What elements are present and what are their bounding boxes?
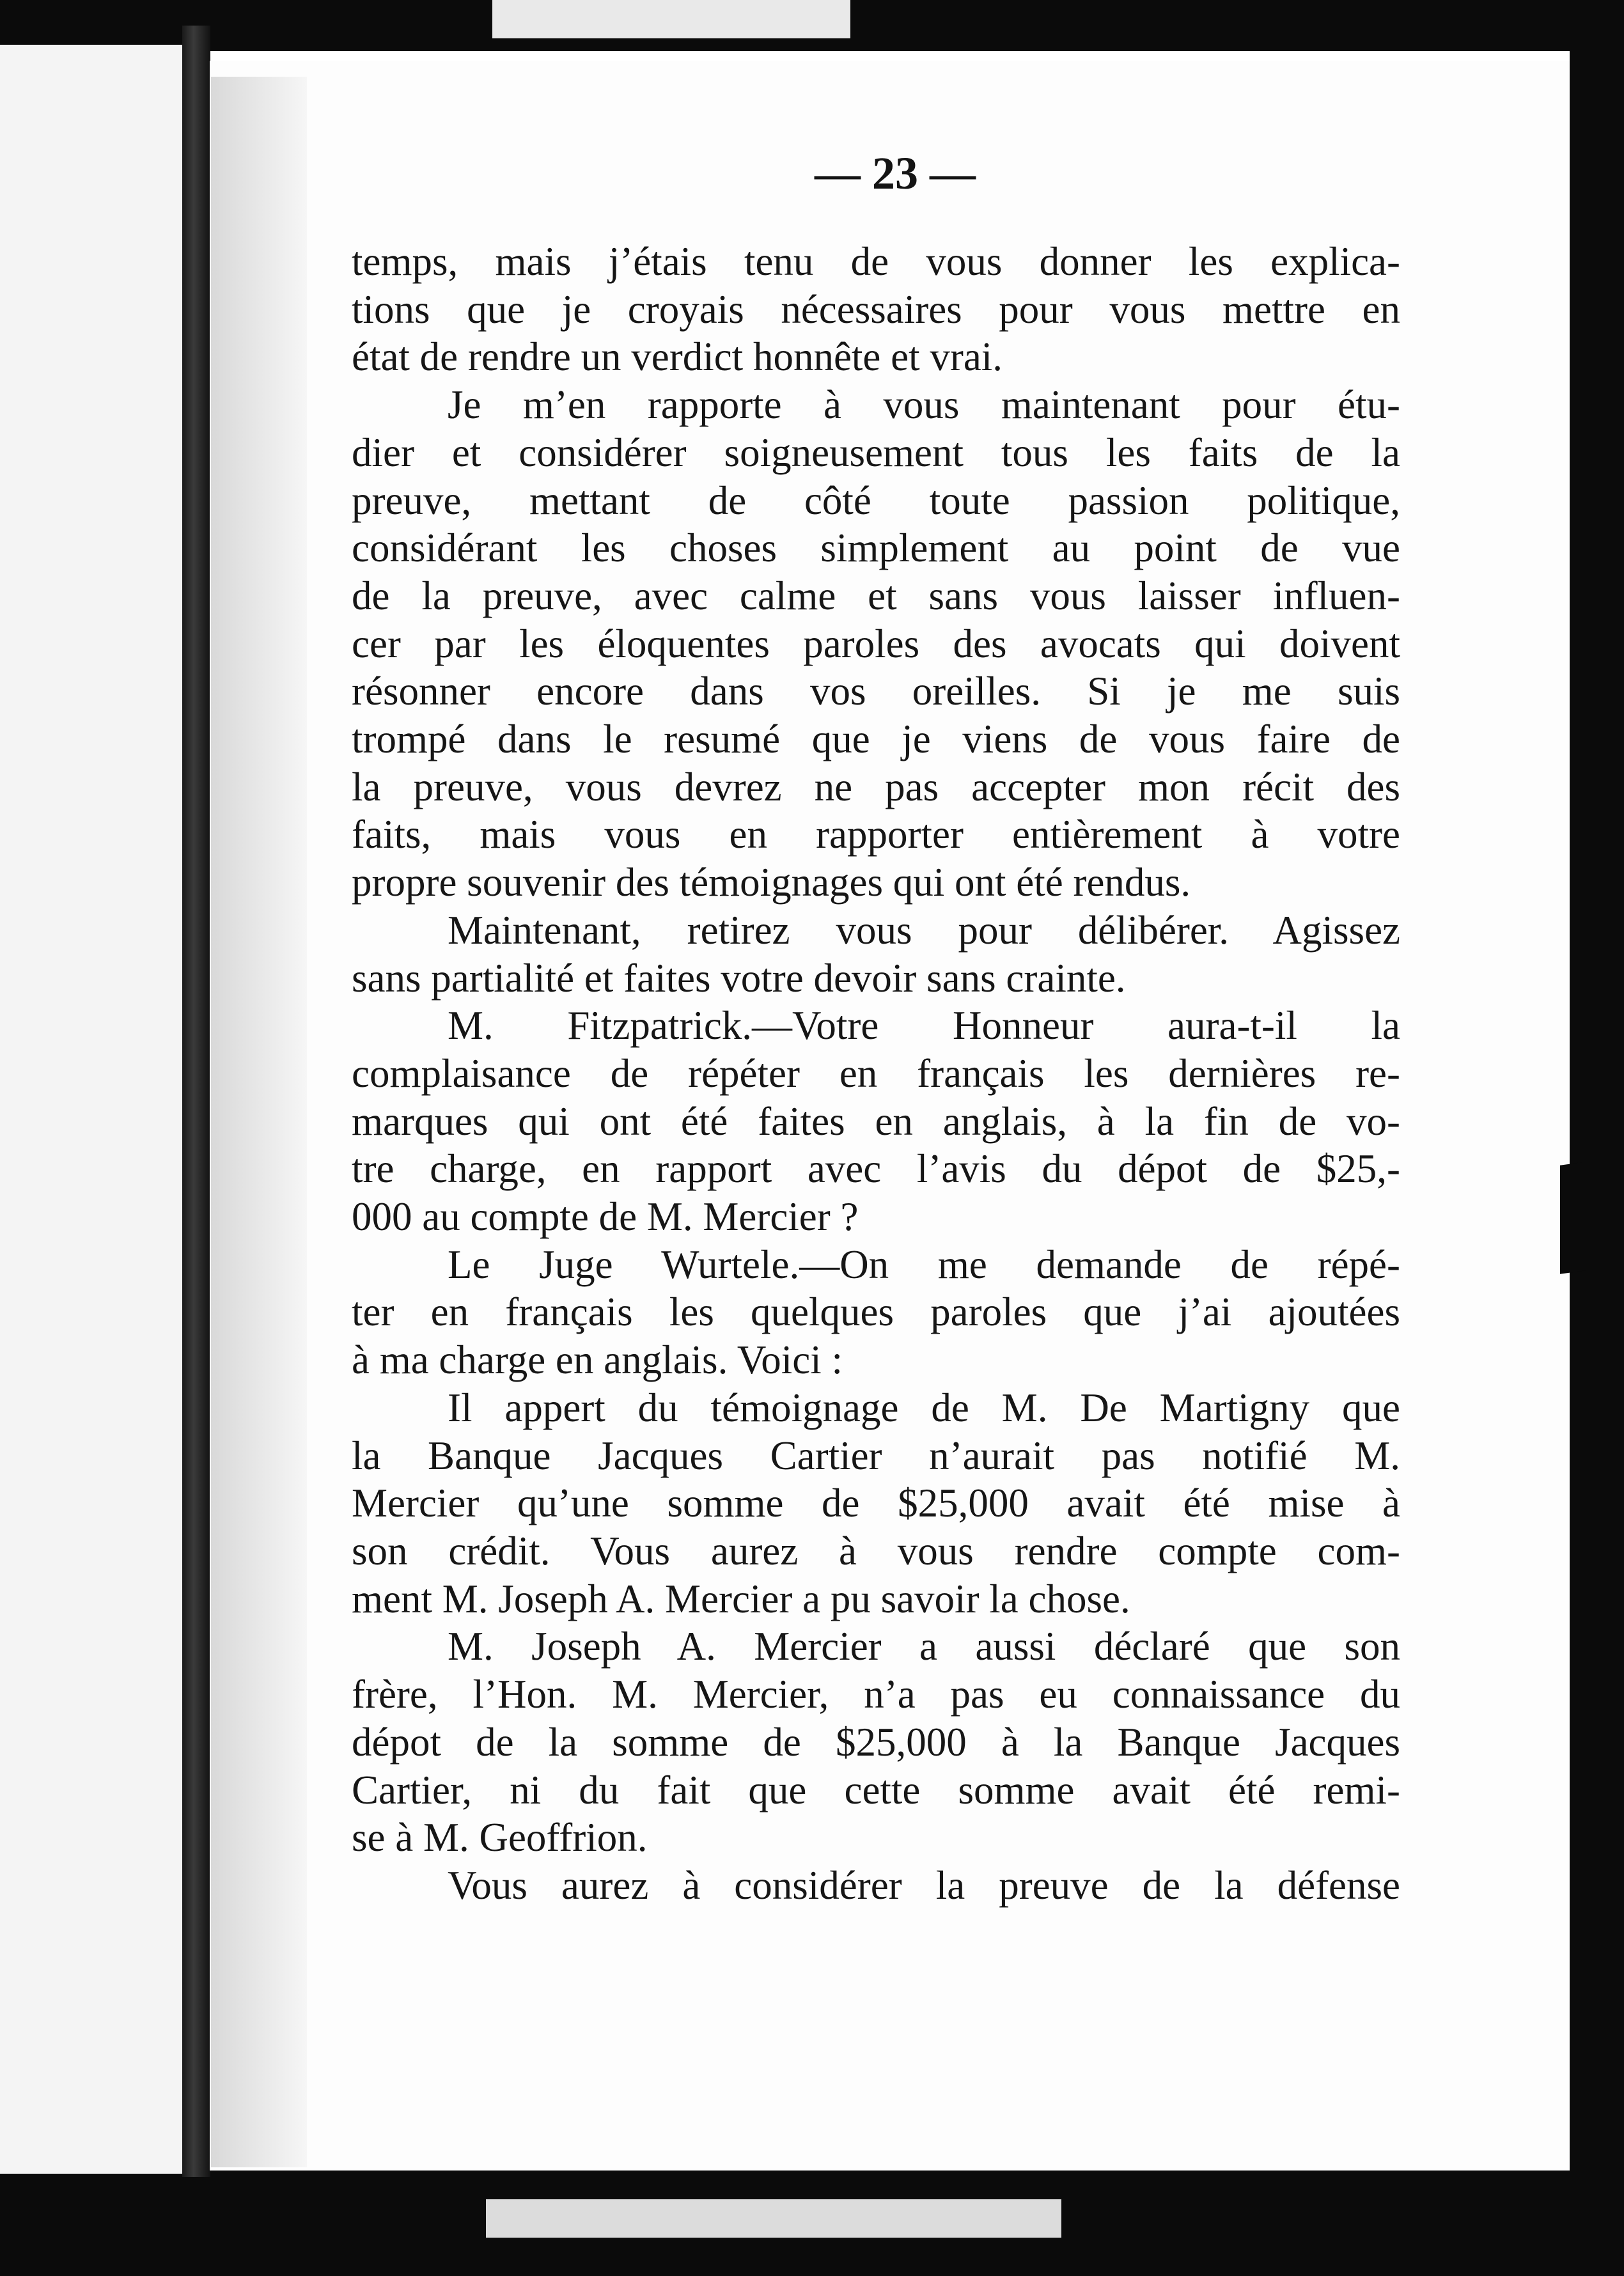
scan-strip-top bbox=[492, 0, 850, 38]
text-line: dépot de la somme de $25,000 à la Banque Jacques bbox=[352, 1719, 1400, 1765]
text-line: la Banque Jacques Cartier n’aurait pas notifié M. bbox=[352, 1433, 1400, 1478]
text-line: Cartier, ni du fait que cette somme avait été remi- bbox=[352, 1767, 1400, 1812]
text-line: de la preuve, avec calme et sans vous laisser influen- bbox=[352, 573, 1400, 618]
text-line: temps, mais j’étais tenu de vous donner les explica- bbox=[352, 239, 1400, 284]
text-line: état de rendre un verdict honnête et vrai. bbox=[352, 334, 1003, 380]
scan-strip-bottom bbox=[486, 2199, 1061, 2238]
text-line: sans partialité et faites votre devoir sans crainte. bbox=[352, 955, 1126, 1001]
text-line: ment M. Joseph A. Mercier a pu savoir la chose. bbox=[352, 1576, 1130, 1621]
page-number: — 23 — bbox=[815, 148, 976, 199]
book-spine bbox=[182, 26, 210, 2177]
text-line: faits, mais vous en rapporter entièrement à votre bbox=[352, 812, 1400, 857]
text-line: cer par les éloquentes paroles des avocats qui doivent bbox=[352, 621, 1400, 666]
text-line: M. Fitzpatrick.—Votre Honneur aura-t-il la bbox=[448, 1003, 1400, 1048]
text-line: Le Juge Wurtele.—On me demande de répé- bbox=[448, 1242, 1400, 1287]
text-line: considérant les choses simplement au point de vue bbox=[352, 526, 1400, 571]
text-line: trompé dans le resumé que je viens de vous faire de bbox=[352, 717, 1400, 762]
text-line: complaisance de répéter en français les dernières re- bbox=[352, 1050, 1400, 1096]
text-line: M. Joseph A. Mercier a aussi déclaré que son bbox=[448, 1624, 1400, 1669]
text-line: Maintenant, retirez vous pour délibérer. Agissez bbox=[448, 907, 1400, 953]
facing-page-edge bbox=[0, 45, 184, 2174]
text-line: 000 au compte de M. Mercier ? bbox=[352, 1194, 859, 1240]
text-line: Vous aurez à considérer la preuve de la défense bbox=[448, 1862, 1400, 1908]
text-line: propre souvenir des témoignages qui ont été rendus. bbox=[352, 860, 1191, 905]
page-tab-mark bbox=[1560, 1162, 1586, 1274]
text-line: preuve, mettant de côté toute passion politique, bbox=[352, 478, 1400, 523]
text-line: marques qui ont été faites en anglais, à la fin de vo- bbox=[352, 1098, 1400, 1144]
text-line: dier et considérer soigneusement tous les faits de la bbox=[352, 430, 1400, 475]
text-line: tions que je croyais nécessaires pour vous mettre en bbox=[352, 286, 1400, 332]
text-line: la preuve, vous devrez ne pas accepter mon récit des bbox=[352, 764, 1400, 809]
text-line: Je m’en rapporte à vous maintenant pour étu- bbox=[448, 382, 1400, 428]
text-line: résonner encore dans vos oreilles. Si je me suis bbox=[352, 669, 1400, 714]
text-line: se à M. Geoffrion. bbox=[352, 1815, 648, 1860]
text-line: Il appert du témoignage de M. De Martigny que bbox=[448, 1385, 1400, 1430]
page-gutter-shadow bbox=[211, 77, 307, 2167]
body-text bbox=[352, 238, 1400, 1910]
text-line: ter en français les quelques paroles que j’ai ajoutées bbox=[352, 1290, 1400, 1335]
text-line: à ma charge en anglais. Voici : bbox=[352, 1337, 843, 1383]
scan-border-right bbox=[1570, 0, 1624, 2276]
text-line: frère, l’Hon. M. Mercier, n’a pas eu connaissance du bbox=[352, 1672, 1400, 1717]
text-line: Mercier qu’une somme de $25,000 avait été mise à bbox=[352, 1481, 1400, 1526]
text-line: tre charge, en rapport avec l’avis du dépot de $25,- bbox=[352, 1146, 1400, 1192]
text-line: son crédit. Vous aurez à vous rendre compte com- bbox=[352, 1528, 1400, 1573]
